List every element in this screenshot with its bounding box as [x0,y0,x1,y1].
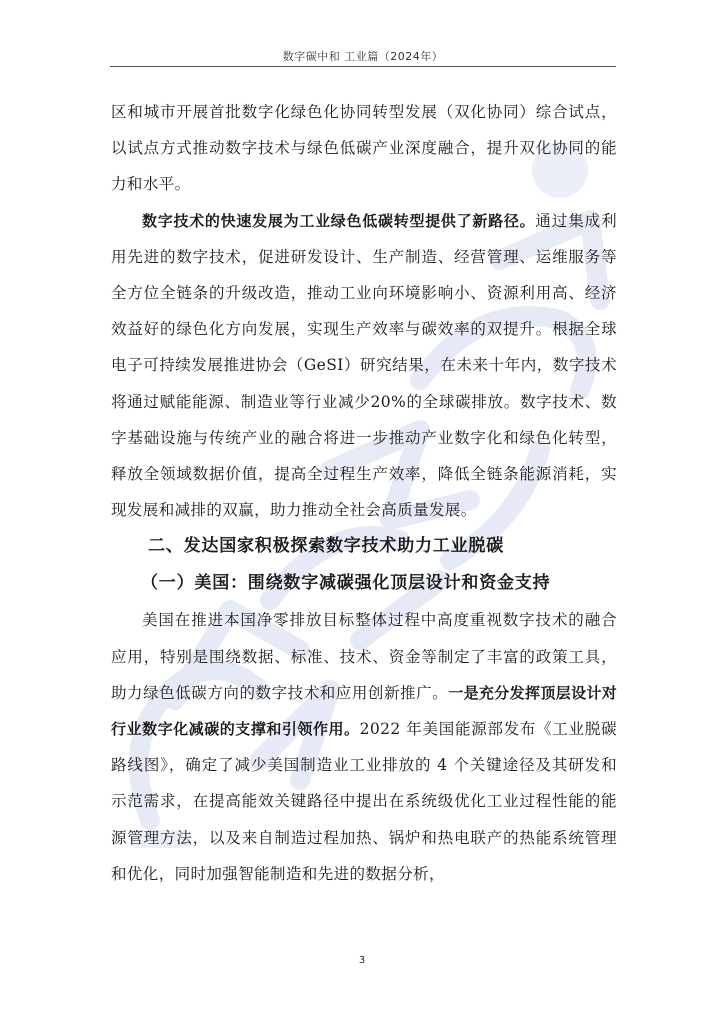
paragraph-inline-bold: 一是充分发挥顶层设计对行业数字化减碳的支撑和引领作用。 [111,683,617,739]
subsection-heading: （一）美国：围绕数字减碳强化顶层设计和资金支持 [141,573,551,594]
paragraph-continuation: 区和城市开展首批数字化绿色化协同转型发展（双化协同）综合试点，以试点方式推动数字技术与绿色低碳产业深度融合，提升双化协同的能力和水平。 [111,103,617,194]
running-header: 数字碳中和 工业篇（2024年） [282,50,444,63]
paragraph-body: 美国在推进本国净零排放目标整体过程中高度重视数字技术的融合应用，特别是围绕数据、标准、技术、资金等制定了丰富的政策工具，助力绿色低碳方向的数字技术和应用创新推广。 [111,611,617,702]
paragraph-lead-bold: 数字技术的快速发展为工业绿色低碳转型提供了新路径。 [142,211,536,230]
paragraph-body: 通过集成利用先进的数字技术，促进研发设计、生产制造、经营管理、运维服务等全方位全链条的升级改造，推动工业向环境影响小、资源利用高、经济效益好的绿色化方向发展，实现生产效率与碳效率的双提升。根据全球电子可持续发展推进协会（GeSI）研究结果，在未来十年内，数字技术将通过赋能能源、制造业等行业减少20%的全球碳排放。数字技术、数字基础设施与传统产业的融合将进一步推动产业数字化和绿色化转型，释放全领域数据价值，提高全过程生产效率，降低全链条能源消耗，实现发展和减排的双赢，助力推动全社会高质量发展。 [111,211,617,520]
section-heading: 二、发达国家积极探索数字技术助力工业脱碳 [148,536,504,557]
page-number: 3 [358,955,366,966]
paragraph-us-policy [111,602,617,892]
paragraph-body-rest: 2022 年美国能源部发布《工业脱碳路线图》，确定了减少美国制造业工业排放的 4 个关键途径及其研发和示范需求，在提高能效关键路径中提出在系统级优化工业过程性能的能源管理方法，以及来自制造过程加热、锅炉和热电联产的热能系统管理和优化，同时加强智能制造和先进的数据分析， [111,720,618,883]
paragraph-digital-path [111,203,617,529]
document-body [111,94,617,892]
header-divider [110,66,616,67]
